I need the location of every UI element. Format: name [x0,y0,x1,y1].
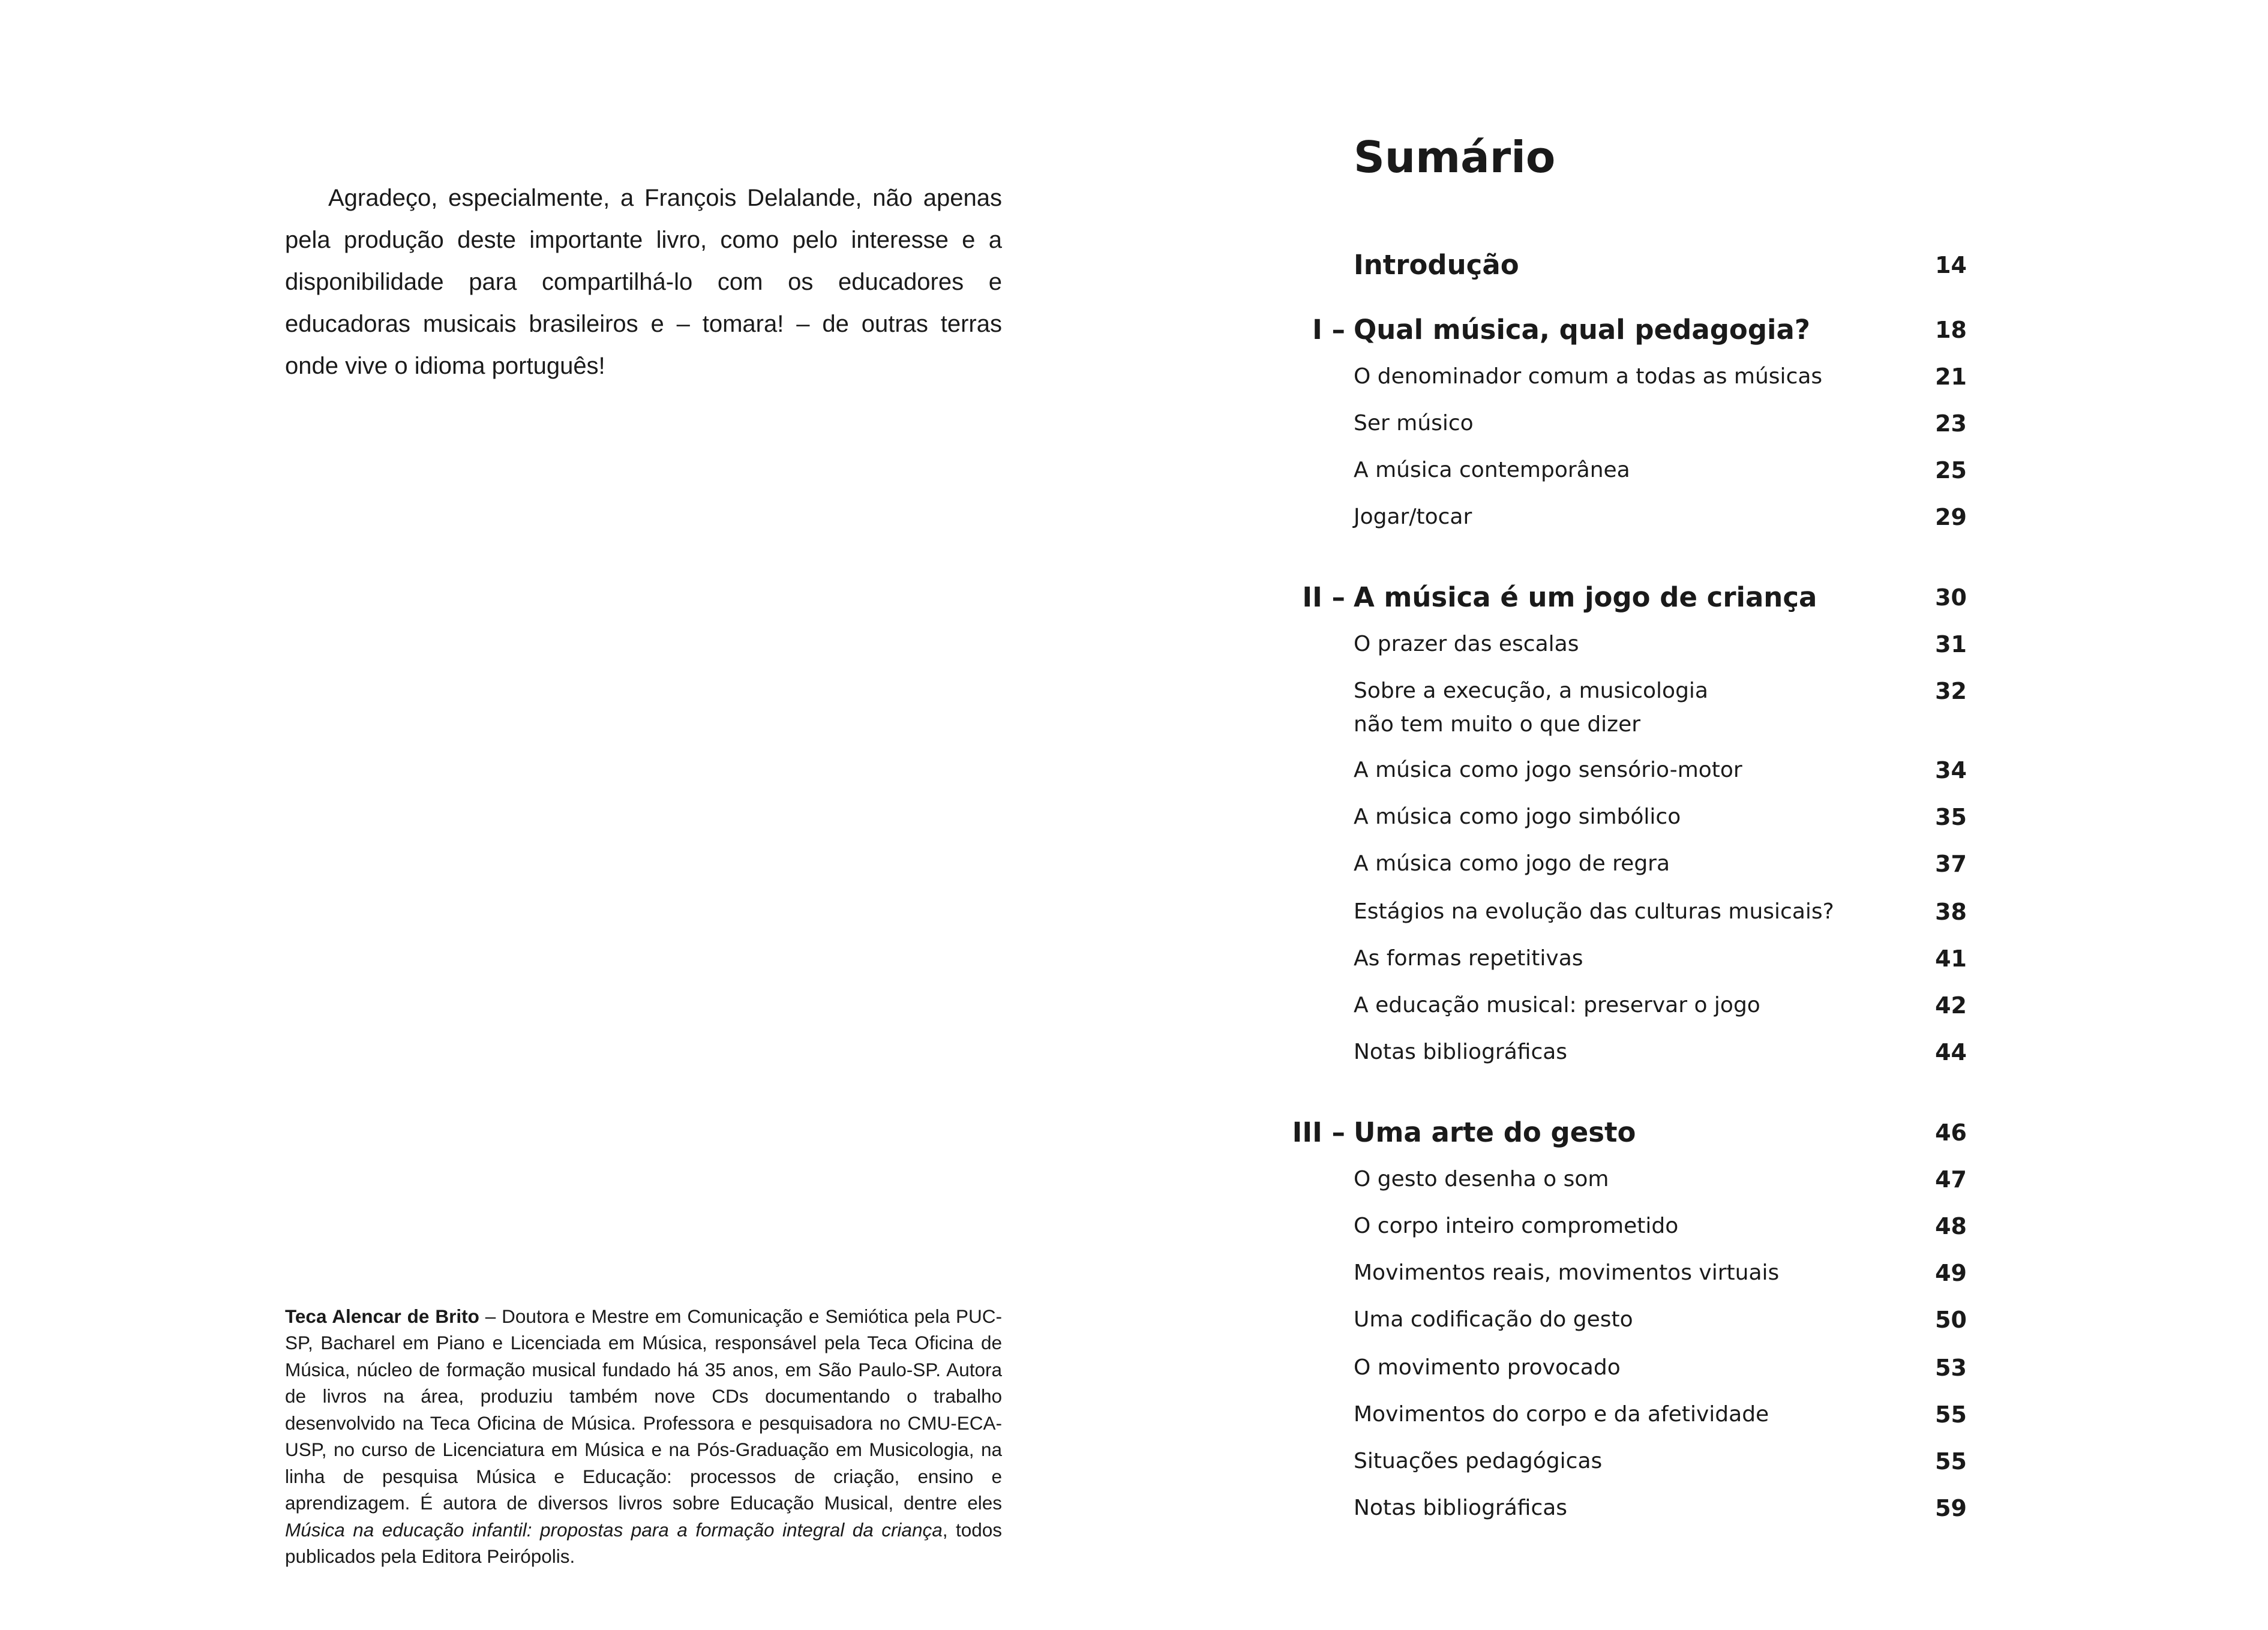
toc-title: Sumário [1354,132,1556,182]
toc-section [1354,1351,1967,1385]
toc-section [1354,942,1967,975]
toc-section [1354,989,1967,1022]
toc-page-number: 49 [1935,1260,1967,1286]
toc-section [1354,407,1967,440]
toc-entry-label: A música contemporânea [1354,458,1630,482]
toc-page-number: 29 [1935,504,1967,530]
toc-entry-label: Qual música, qual pedagogia? [1354,314,1810,346]
toc-entry-label: A música como jogo simbólico [1354,805,1681,829]
toc-entry-label: A educação musical: preservar o jogo [1354,993,1760,1017]
toc-page-number: 41 [1935,945,1967,972]
toc-chapter [1292,1115,1967,1151]
toc-section [1354,1209,1967,1243]
toc-page-number: 32 [1935,678,1967,704]
toc-page-number: 30 [1935,584,1967,611]
toc-entry-label: Movimentos reais, movimentos virtuais [1354,1260,1780,1285]
toc-entry-label: Uma arte do gesto [1354,1116,1636,1148]
toc-entry-label: O denominador comum a todas as músicas [1354,364,1823,389]
toc-section [1354,360,1967,394]
toc-section [1354,628,1967,661]
toc-page-number: 35 [1935,804,1967,830]
toc-entry-label: Notas bibliográficas [1354,1496,1568,1520]
toc-page-number: 34 [1935,757,1967,784]
toc-entry-label: Introdução [1354,249,1519,281]
toc-section [1354,1256,1967,1290]
author-name: Teca Alencar de Brito [285,1305,479,1327]
author-bio-text: – Doutora e Mestre em Comunicação e Semiótica pela PUC-SP, Bacharel em Piano e Licenciada em Música, responsável pela Teca Oficina de Música, núcleo de formação musical fundado há 35 anos, em São Paulo-SP. Autora de livros na área, produziu também nove CDs documentando o trabalho desenvolvido na Teca Oficina de Música. Professora e pesquisadora no CMU-ECA-USP, no curso de Licenciatura em Música e na Pós-Graduação em Musicologia, na linha de pesquisa Música e Educação: processos de criação, ensino e aprendizagem. É autora de diversos livros sobre Educação Musical, dentre eles [285,1305,1002,1514]
toc-page-number: 18 [1935,317,1967,343]
toc-page-number: 37 [1935,851,1967,877]
toc-chapter-number: II – [1302,581,1345,613]
toc-entry-label: A música como jogo de regra [1354,851,1670,876]
toc-section [1354,1163,1967,1196]
toc-chapter [1302,580,1967,616]
toc-entry-label: O corpo inteiro comprometido [1354,1214,1679,1238]
toc-chapter-number: I – [1312,314,1345,346]
author-bio-closing: , todos publicados pela Editora Peirópolis. [285,1518,1003,1567]
toc-section [1354,1303,1967,1337]
toc-page-number: 46 [1935,1119,1967,1146]
toc-section [1354,674,1967,742]
acknowledgement-paragraph: Agradeço, especialmente, a François Delalande, não apenas pela produção deste importante livro, como pelo interesse e a disponibilidade para compartilhá-lo com os educadores e educadoras musicais brasileiros e – tomara! – de outras terras onde vive o idioma português! [285,185,1002,379]
toc-chapter-number: III – [1292,1116,1345,1148]
toc-page-number: 14 [1935,252,1967,278]
toc-entry-label: A música como jogo sensório-motor [1354,758,1742,782]
toc-chapter [1312,312,1967,348]
toc-chapter [1354,247,1967,283]
toc-section [1354,754,1967,787]
toc-entry-label: Situações pedagógicas [1354,1449,1603,1473]
toc-entry-label: O gesto desenha o som [1354,1167,1609,1191]
toc-section [1354,1398,1967,1431]
toc-entry-label: Uma codificação do gesto [1354,1307,1633,1332]
toc-page-number: 59 [1935,1495,1967,1521]
author-bio [285,1303,1002,1570]
toc-page-number: 50 [1935,1307,1967,1333]
toc-section [1354,1445,1967,1478]
toc-page-number: 53 [1935,1355,1967,1381]
toc-entry-label: Ser músico [1354,411,1474,436]
toc-entry-label: As formas repetitivas [1354,946,1583,971]
toc-entry-label: Sobre a execução, a musicologia não tem muito o que dizer [1354,679,1708,737]
toc-section [1354,454,1967,487]
toc-entry-label: Notas bibliográficas [1354,1040,1568,1064]
toc-section [1354,800,1967,834]
right-page [1134,0,2268,1630]
toc-page-number: 48 [1935,1213,1967,1239]
toc-page-number: 38 [1935,899,1967,925]
toc-section [1354,895,1967,929]
toc-page-number: 25 [1935,457,1967,484]
toc-page-number: 21 [1935,364,1967,390]
toc-page-number: 55 [1935,1401,1967,1428]
toc-page-number: 23 [1935,410,1967,437]
toc-entry-label: O prazer das escalas [1354,632,1579,656]
toc-entry-label: A música é um jogo de criança [1354,581,1817,613]
toc-entry-label: O movimento provocado [1354,1355,1621,1380]
toc-page-number: 42 [1935,992,1967,1019]
toc-section [1354,1035,1967,1069]
toc-entry-label: Jogar/tocar [1354,505,1472,529]
toc-page-number: 31 [1935,631,1967,658]
toc-section [1354,500,1967,534]
author-book-title: Música na educação infantil: propostas para a formação integral da criança [285,1518,943,1541]
toc-entry-label: Movimentos do corpo e da afetividade [1354,1402,1769,1427]
toc-section [1354,1491,1967,1525]
toc-page-number: 47 [1935,1166,1967,1193]
toc-page-number: 44 [1935,1039,1967,1065]
toc-page-number: 55 [1935,1448,1967,1475]
toc-entry-label: Estágios na evolução das culturas musicais? [1354,899,1834,924]
toc-section [1354,847,1967,881]
